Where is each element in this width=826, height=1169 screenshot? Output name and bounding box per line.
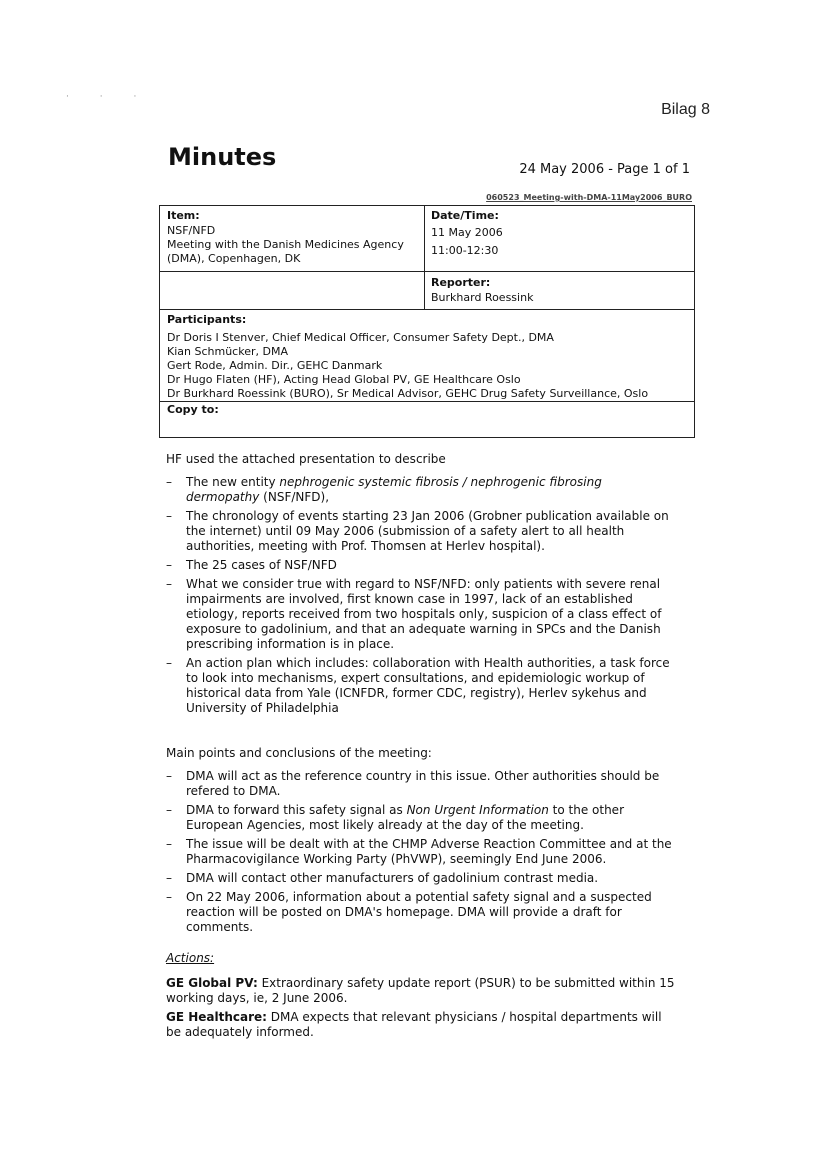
scan-specks: · · · xyxy=(66,92,151,102)
meeting-info-table xyxy=(159,205,695,438)
document-reference: 060523_Meeting-with-DMA-11May2006_BURO xyxy=(486,193,692,202)
reporter-name: Burkhard Roessink xyxy=(431,291,534,304)
main-points-heading: Main points and conclusions of the meeting: xyxy=(166,746,432,760)
presentation-list xyxy=(166,475,676,716)
list-item: – DMA will contact other manufacturers of gadolinium contrast media. xyxy=(166,871,676,886)
action-text: Extraordinary safety update report (PSUR) to be submitted within 15 working days, ie, 2 June 2006. xyxy=(166,976,675,1005)
emphasis-text: nephrogenic systemic fibrosis / nephrogenic fibrosing dermopathy xyxy=(186,475,602,504)
conclusions-list xyxy=(166,769,676,935)
list-item xyxy=(166,803,676,833)
intro-paragraph: HF used the attached presentation to describe xyxy=(166,452,446,466)
list-item: – What we consider true with regard to NSF/NFD: only patients with severe renal impairments are involved, first known case in 1997, lack of an established etiology, reports received from two hospitals only, suspicion of a class effect of exposure to gadolinium, and that an adequate warning in SPCs and the Danish prescribing information is in place. xyxy=(166,577,676,652)
participant: Kian Schmücker, DMA xyxy=(167,345,288,358)
participant: Dr Doris I Stenver, Chief Medical Officer, Consumer Safety Dept., DMA xyxy=(167,331,554,344)
reporter-row xyxy=(160,271,694,309)
list-item: – On 22 May 2006, information about a potential safety signal and a suspected reaction will be posted on DMA's homepage. DMA will provide a draft for comments. xyxy=(166,890,676,935)
page-title: Minutes xyxy=(168,143,277,171)
participant: Gert Rode, Admin. Dir., GEHC Danmark xyxy=(167,359,383,372)
text: (NSF/NFD), xyxy=(259,490,330,504)
participant: Dr Burkhard Roessink (BURO), Sr Medical Advisor, GEHC Drug Safety Surveillance, Oslo xyxy=(167,387,649,400)
item-cell xyxy=(160,206,424,271)
participants-label: Participants: xyxy=(167,313,247,326)
text: DMA to forward this safety signal as xyxy=(186,803,407,817)
minutes-body xyxy=(166,452,676,1040)
action-owner: GE Global PV: xyxy=(166,976,258,990)
participant: Dr Hugo Flaten (HF), Acting Head Global PV, GE Healthcare Oslo xyxy=(167,373,521,386)
datetime-label: Date/Time: xyxy=(431,209,499,222)
participants-cell xyxy=(160,309,694,401)
text: to the other European Agencies, most likely already at the day of the meeting. xyxy=(186,803,624,832)
participants-row xyxy=(160,309,694,401)
copy-to-row xyxy=(160,401,694,437)
reporter-cell xyxy=(424,271,694,309)
item-line: NSF/NFD xyxy=(167,224,216,237)
copy-to-label: Copy to: xyxy=(167,403,219,416)
action-healthcare xyxy=(166,1010,676,1040)
reporter-label: Reporter: xyxy=(431,276,491,289)
action-text: DMA expects that relevant physicians / hospital departments will be adequately informed. xyxy=(166,1010,662,1039)
list-item: – An action plan which includes: collaboration with Health authorities, a task force to look into mechanisms, expert consultations, and epidemiologic workup of historical data from Yale (ICNFDR, former CDC, registry), Herlev sykehus and University of Philadelphia xyxy=(166,656,676,716)
list-item: – The issue will be dealt with at the CHMP Adverse Reaction Committee and at the Pharmacovigilance Working Party (PhVWP), seemingly End June 2006. xyxy=(166,837,676,867)
list-item: – DMA will act as the reference country in this issue. Other authorities should be refered to DMA. xyxy=(166,769,676,799)
text: The new entity xyxy=(186,475,280,489)
emphasis-text: Non Urgent Information xyxy=(406,803,549,817)
list-item: – The chronology of events starting 23 Jan 2006 (Grobner publication available on the internet) until 09 May 2006 (submission of a safety alert to all health authorities, meeting with Prof. Thomsen at Herlev hospital). xyxy=(166,509,676,554)
item-row xyxy=(160,206,694,271)
actions-heading: Actions: xyxy=(166,951,215,965)
item-line: (DMA), Copenhagen, DK xyxy=(167,252,301,265)
datetime-cell xyxy=(424,206,694,271)
meeting-date: 11 May 2006 xyxy=(431,226,503,239)
meeting-time: 11:00-12:30 xyxy=(431,244,499,257)
list-item xyxy=(166,475,676,505)
action-owner: GE Healthcare: xyxy=(166,1010,267,1024)
appendix-label: Bilag 8 xyxy=(661,101,710,118)
list-item: – The 25 cases of NSF/NFD xyxy=(166,558,676,573)
copy-to-cell xyxy=(160,401,694,437)
item-label: Item: xyxy=(167,209,200,222)
action-global-pv xyxy=(166,976,676,1006)
date-page-number: 24 May 2006 - Page 1 of 1 xyxy=(519,162,690,177)
item-line: Meeting with the Danish Medicines Agency xyxy=(167,238,404,251)
